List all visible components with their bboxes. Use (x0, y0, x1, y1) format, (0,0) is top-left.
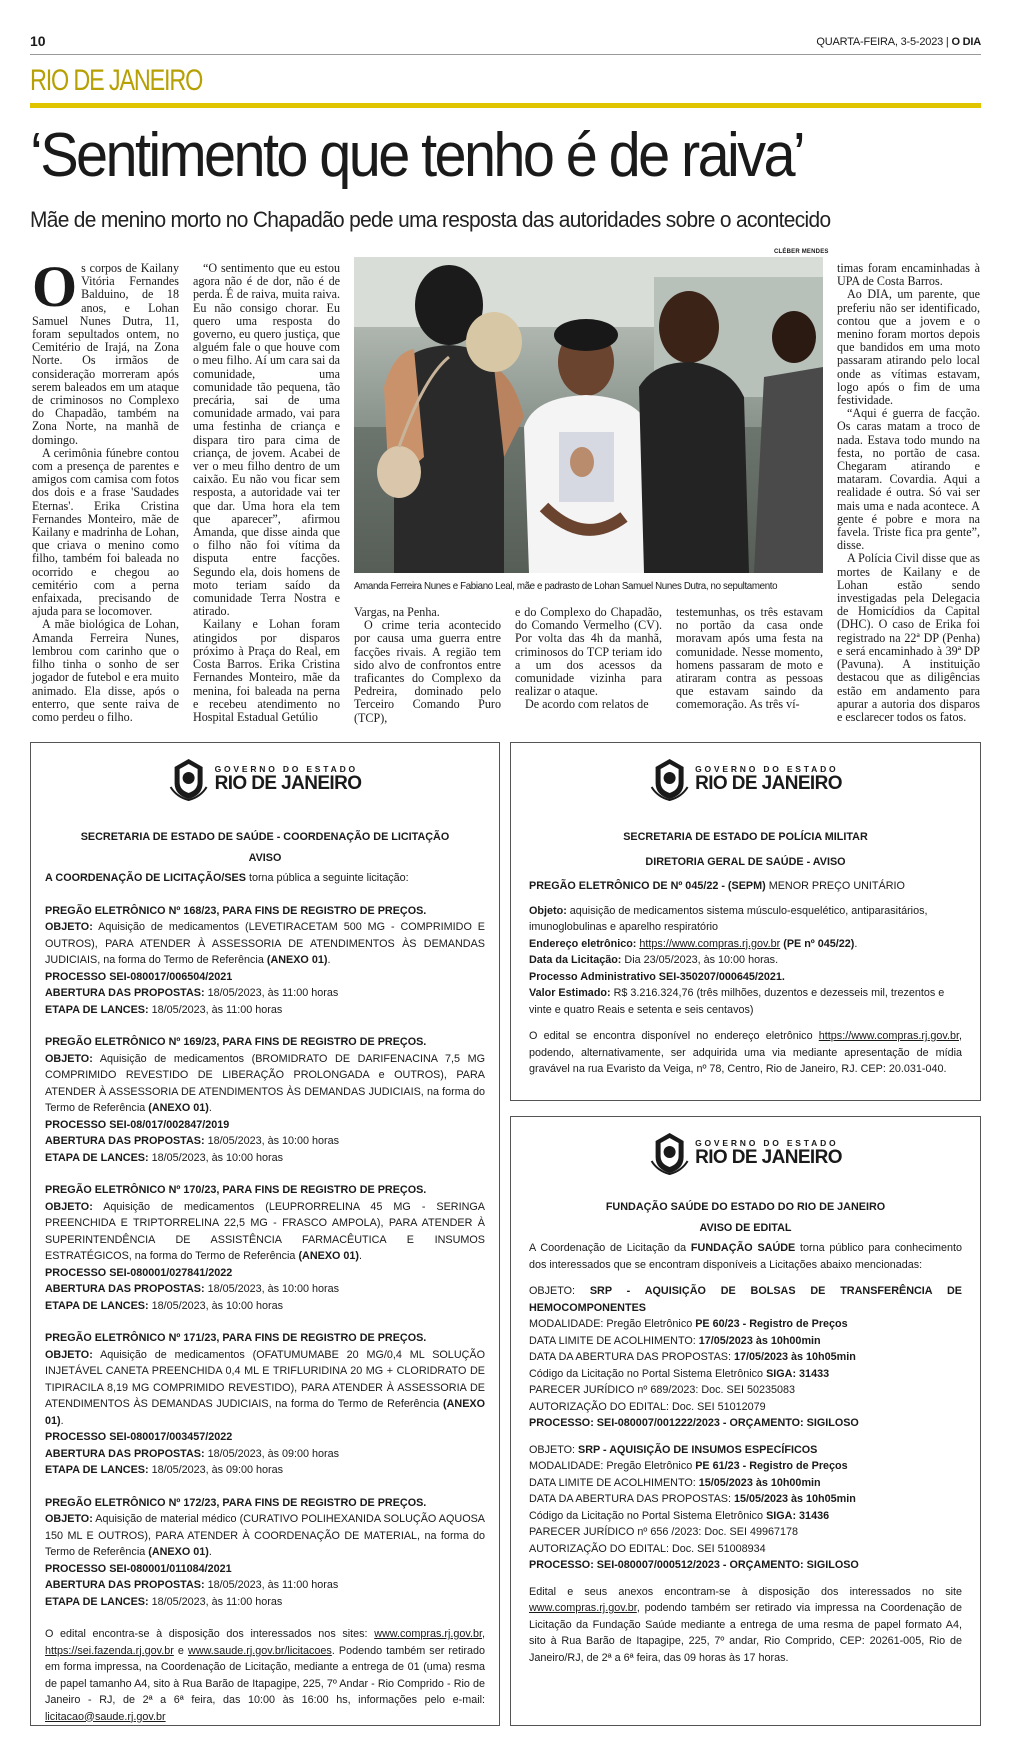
tender-process: PROCESSO SEI-080001/011084/2021 (45, 1562, 232, 1575)
tender-opening (45, 1446, 485, 1463)
notice-subtitle: AVISO DE EDITAL (699, 1221, 792, 1234)
tender-bidding (45, 1298, 485, 1315)
parecer-label: PARECER JURÍDICO nº (529, 1384, 651, 1396)
tender-bidding (45, 1462, 485, 1479)
edital-autorizacao (529, 1541, 962, 1558)
processo-text: SEI-080007/000512/2023 - ORÇAMENTO: SIGILOSO (596, 1559, 859, 1571)
objeto-text: Aquisição de medicamentos (OFATUMUMABE 20 MG/0,4 ML SOLUÇÃO INJETÁVEL CANETA PREENCHIDA 0,4 ML E TRIFLURIDINA 20 MG + CLORIDRATO DE TIPIRACILA 8,19 MG COMPRIMIDO REVESTIDO), PARA ATENDER À ASSESSORIA DE ATENDIMENTOS ÀS DEMANDAS JUDICIAIS, na forma do Termo de Referência (45, 1348, 486, 1410)
notice-policia-militar (510, 742, 981, 1101)
article-paragraph: testemunhas, os três estavam no portão da casa onde moravam após uma festa na comunidade. Nesse momento, homens passaram de moto e atiraram contra as pessoas que estavam saindo da comemoração. As três ví- (676, 605, 823, 712)
article-paragraph: “O sentimento que eu estou agora não é de dor, não é de perda. É de raiva, muita raiva. Eu não consigo chorar. Eu quero uma resposta do governo, eu quero justiça, que alguém fale o que houve com o meu filho. Aí um cara sai da comunidade, uma comunidade tão pequena, tão precária, sai de uma comunidade armado, vai para uma festinha de criança e dispara tiro para cima de criança, de jovem. Acabei de ver o meu filho dentro de um caixão. Eu não vou ficar sem resposta, a autoridade vai ter que dar. Uma hora ela tem que aparecer”, afirmou Amanda, que disse ainda que o filho não foi vítima da disputa entre facções. Segundo ela, dois homens de moto teriam saído da comunidade Terra Nostra e atirado. (193, 261, 340, 619)
logo-small-text: GOVERNO DO ESTADO (695, 764, 839, 774)
government-logo (169, 757, 362, 801)
objeto-text: SRP - AQUISIÇÃO DE BOLSAS DE TRANSFERÊNCIA DE HEMOCOMPONENTES (529, 1285, 963, 1314)
etapa-date: 18/05/2023, às 09:00 horas (151, 1464, 284, 1476)
modalidade-label: MODALIDADE: Pregão Eletrônico (529, 1460, 696, 1472)
tender-bidding (45, 1594, 485, 1611)
abertura-date: 18/05/2023, às 10:00 horas (207, 1135, 340, 1147)
page-number: 10 (30, 33, 46, 49)
tender-object: OBJETO: Aquisição de medicamentos (OFATUMUMABE 20 MG/0,4 ML SOLUÇÃO INJETÁVEL CANETA PREENCHIDA 0,4 ML E TRIFLURIDINA 20 MG + CLORIDRATO DE TIPIRACILA 8,19 MG COMPRIMIDO REVESTIDO), PARA ATENDER À ASSESSORIA DE ATENDIMENTOS ÀS DEMANDAS JUDICIAIS, na forma do Termo de Referência (ANEXO 01). (45, 1348, 486, 1427)
dateline (816, 36, 981, 48)
end-dot: . (854, 937, 858, 950)
codigo-label: Código da Licitação no Portal Sistema Eletrônico (529, 1509, 767, 1522)
photo-credit: CLÉBER MENDES (774, 249, 829, 255)
endereco-label: Endereço eletrônico: (529, 937, 637, 950)
tender-opening (45, 1281, 485, 1298)
footer-text-2: , podendo, alternativamente, ser adquirida uma via mediante apresentação de mídia gravável na rua Evaristo da Veiga, nº 78, Centro, Rio de Janeiro, RJ. CEP: 20.031-040. (529, 1030, 962, 1075)
intro-bold: FUNDAÇÃO SAÚDE (690, 1242, 796, 1254)
article-paragraph: Kailany e Lohan foram atingidos por disparos próximo à Praça do Real, em Costa Barros. Erika Cristina Fernandes Monteiro, mãe da menina, foi baleada na perna e recebeu atendimento no Hospital Estadual Getúlio (193, 617, 340, 724)
tender-opening (45, 1577, 485, 1594)
paragraph-text: s corpos de Kailany Vitória Fernandes Balduino, de 18 anos, e Lohan Samuel Nunes Dutra, 11, foram sepultados ontem, no Cemitério de Irajá, na Zona Norte. Os irmãos de consideração morreram após serem baleados em um ataque de criminosos no Complexo do Chapadão, também na Zona Norte, na manhã de domingo. (32, 261, 179, 447)
etapa-label: ETAPA DE LANCES: (45, 1299, 149, 1312)
edital-autorizacao (529, 1399, 962, 1416)
pregao-bold: PREGÃO ELETRÔNICO DE Nº 045/22 - (SEPM) (529, 880, 766, 892)
objeto-label: OBJETO: (529, 1285, 590, 1297)
objeto-label: OBJETO: (45, 1200, 93, 1213)
edital-item (529, 1442, 962, 1584)
intro-text-2: torna público para conhecimento dos interessados que se encontram disponíveis a Licitações abaixo mencionadas: (529, 1242, 962, 1271)
footer-text-2: , podendo também ser retirado via impressa na Coordenação de Licitação da Fundação Saúde mediante a entrega de uma resma de papel formato A4, sito à Rua Barão de Itapagipe, 225, 7º andar, Rio Comprido, CEP: 20261-005, Rio de Janeiro/RJ, de 2ª a 6ª feira, das 09 horas às 17 horas. (529, 1602, 962, 1664)
article-column-3 (354, 606, 501, 725)
notice-aviso: AVISO (248, 851, 282, 864)
edital-limite (529, 1475, 962, 1492)
tender-bidding (45, 1002, 485, 1019)
tender-item (45, 1182, 485, 1330)
logo-big-text: RIO DE JANEIRO (214, 773, 362, 794)
footer-text: O edital encontra-se à disposição dos interessados nos sites: (45, 1628, 375, 1640)
edital-object (529, 1283, 962, 1316)
edital-item (529, 1283, 962, 1442)
edital-processo (529, 1415, 962, 1432)
objeto-label: OBJETO: (45, 1052, 93, 1065)
siga-code: SIGA: 31436 (766, 1509, 830, 1522)
notice-intro (45, 870, 485, 887)
tender-item (45, 1034, 485, 1182)
objeto-label: OBJETO: (45, 1513, 93, 1525)
footer-text: O edital se encontra disponível no endereço eletrônico (529, 1030, 819, 1042)
tender-object: OBJETO: Aquisição de medicamentos (BROMIDRATO DE DARIFENACINA 7,5 MG COMPRIMIDO REVESTIDO DE LIBERAÇÃO PROLONGADA e OUTROS), PARA ATENDER À ASSESSORIA DE ATENDIMENTOS ÀS DEMANDAS JUDICIAIS, na forma do Termo de Referência (ANEXO 01). (45, 1052, 485, 1114)
logo-small-text: GOVERNO DO ESTADO (214, 764, 358, 774)
brand: O DIA (951, 36, 981, 48)
limite-date: 17/05/2023 às 10h00min (698, 1334, 821, 1347)
footer-text-2: . Podendo também ser retirado em forma impressa, na Coordenação de Licitação, mediante a entrega de 01 (uma) resma de papel tamanho A4, sito à Rua Barão de Itapagipe, 225, 7º Andar - Rio Comprido - Rio de Janeiro - RJ, de 2ª a 6ª feira, das 10:00 às 16:00 hs, informações pelo e-mail: (45, 1644, 485, 1706)
edital-abertura (529, 1491, 962, 1508)
modalidade-text: PE 61/23 - Registro de Preços (695, 1460, 848, 1472)
notice-intro (529, 1240, 962, 1273)
drop-cap: O (32, 254, 78, 319)
coat-of-arms-icon (649, 1131, 689, 1175)
edital-codigo (529, 1366, 962, 1383)
parecer-text: 656 /2023: Doc. SEI 49967178 (650, 1526, 798, 1538)
notice-title: SECRETARIA DE ESTADO DE POLÍCIA MILITAR (623, 831, 868, 843)
objeto-text: SRP - AQUISIÇÃO DE INSUMOS ESPECÍFICOS (578, 1443, 818, 1456)
modalidade-label: MODALIDADE: Pregão Eletrônico (529, 1318, 696, 1330)
valor-line (529, 985, 962, 1018)
article-paragraph: Vargas, na Penha. (354, 605, 440, 619)
objeto-text: Aquisição de medicamentos (LEVETIRACETAM 500 MG - COMPRIMIDO E OUTROS), PARA ATENDER À ASSESSORIA DE ATENDIMENTOS ÀS DEMANDAS JUDICIAIS, na forma do Termo de Referência (45, 921, 485, 966)
autorizacao-text: 51012079 (717, 1400, 766, 1413)
abertura-label: ABERTURA DAS PROPOSTAS: (45, 1447, 205, 1460)
compras-link[interactable]: https://www.compras.rj.gov.br (818, 1030, 959, 1042)
etapa-label: ETAPA DE LANCES: (45, 1003, 149, 1016)
tender-item (45, 1330, 485, 1495)
notice-footer (529, 1584, 962, 1667)
top-rule (30, 54, 981, 55)
photo-caption: Amanda Ferreira Nunes e Fabiano Leal, mãe e padrasto de Lohan Samuel Nunes Dutra, no sepultamento (354, 580, 778, 592)
objeto-text: Aquisição de medicamentos (BROMIDRATO DE DARIFENACINA 7,5 MG COMPRIMIDO REVESTIDO DE LIBERAÇÃO PROLONGADA e OUTROS), PARA ATENDER À ASSESSORIA DE ATENDIMENTOS ÀS DEMANDAS JUDICIAIS, na forma do Termo de Referência (45, 1052, 485, 1114)
abertura-date: 17/05/2023 às 10h05min (734, 1351, 856, 1363)
modalidade-text: PE 60/23 - Registro de Preços (695, 1318, 848, 1330)
notice-footer (529, 1028, 962, 1078)
valor-label: Valor Estimado: (529, 987, 611, 999)
tender-process: PROCESSO SEI-08/017/002847/2019 (45, 1118, 230, 1131)
abertura-label: ABERTURA DAS PROPOSTAS: (45, 1135, 205, 1147)
tender-opening (45, 1133, 485, 1150)
sei-link[interactable]: https://sei.fazenda.rj.gov.br (45, 1644, 174, 1657)
article-column-1 (32, 254, 179, 724)
tender-process: PROCESSO SEI-080017/003457/2022 (45, 1431, 233, 1443)
notice-title: FUNDAÇÃO SAÚDE DO ESTADO DO RIO DE JANEIRO (605, 1201, 886, 1213)
article-paragraph: A Polícia Civil disse que as mortes de Kailany e de Lohan estão sendo investigadas pela Delegacia de Homicídios da Capital (DHC). O caso de Erika foi registrado na 22ª DP (Penha) e será encaminhado à 39ª DP (Pavuna). A instituição destacou que as diligências estão em andamento para apurar a autoria dos disparos e esclarecer todos os fatos. (837, 551, 980, 724)
article-column-2 (193, 262, 340, 724)
separator: | (945, 36, 949, 48)
logo-small-text: GOVERNO DO ESTADO (695, 1138, 839, 1148)
tender-title: PREGÃO ELETRÔNICO Nº 169/23, PARA FINS DE REGISTRO DE PREÇOS. (45, 1036, 427, 1048)
anexo-label: (ANEXO 01) (45, 1398, 485, 1427)
footer-text: Edital e seus anexos encontram-se à disposição dos interessados no site (529, 1585, 962, 1598)
etapa-date: 18/05/2023, às 10:00 horas (151, 1151, 284, 1164)
parecer-label: PARECER JURÍDICO nº (529, 1526, 651, 1538)
codigo-label: Código da Licitação no Portal Sistema Eletrônico (529, 1367, 767, 1380)
etapa-label: ETAPA DE LANCES: (45, 1151, 149, 1164)
notice-title: SECRETARIA DE ESTADO DE SAÚDE - COORDENAÇÃO DE LICITAÇÃO (80, 831, 450, 843)
footer-and: e (173, 1644, 189, 1657)
objeto-label: OBJETO: (45, 1348, 93, 1361)
data-line (529, 952, 962, 969)
pe-number: (PE nº 045/22) (780, 937, 855, 950)
article-paragraph: A cerimônia fúnebre contou com a presença de parentes e amigos com camisa com fotos dos dois e a frase 'Saudades Eternas'. Erika Cristina Fernandes Monteiro, mãe de Kailany e madrinha de Lohan, que criava o menino como filho, também foi baleada no ocorrido e chegou ao cemitério com a perna enfaixada, precisando de ajuda para se locomover. (32, 445, 179, 619)
tender-title: PREGÃO ELETRÔNICO Nº 171/23, PARA FINS DE REGISTRO DE PREÇOS. (45, 1332, 427, 1344)
etapa-date: 18/05/2023, às 11:00 horas (151, 1003, 283, 1016)
etapa-date: 18/05/2023, às 10:00 horas (151, 1299, 284, 1312)
limite-date: 15/05/2023 às 10h00min (698, 1476, 821, 1489)
section-bar (30, 103, 981, 108)
tender-item (45, 1495, 485, 1627)
edital-parecer (529, 1524, 962, 1541)
tender-list (45, 903, 485, 1627)
edital-limite (529, 1333, 962, 1350)
processo-label: PROCESSO: (529, 1559, 597, 1571)
intro-bold: A COORDENAÇÃO DE LICITAÇÃO/SES (45, 872, 246, 884)
autorizacao-label: AUTORIZAÇÃO DO EDITAL: Doc. SEI (529, 1542, 718, 1555)
objeto-text: aquisição de medicamentos sistema músculo-esquelético, antiparasitários, imunoglobulinas e aparelho respiratório (529, 904, 928, 933)
tender-process: PROCESSO SEI-080001/027841/2022 (45, 1266, 233, 1279)
tender-title: PREGÃO ELETRÔNICO Nº 168/23, PARA FINS DE REGISTRO DE PREÇOS. (45, 904, 427, 917)
tender-title: PREGÃO ELETRÔNICO Nº 170/23, PARA FINS DE REGISTRO DE PREÇOS. (45, 1184, 427, 1196)
abertura-date: 18/05/2023, às 10:00 horas (207, 1283, 340, 1295)
tender-object: OBJETO: Aquisição de medicamentos (LEVETIRACETAM 500 MG - COMPRIMIDO E OUTROS), PARA ATENDER À ASSESSORIA DE ATENDIMENTOS ÀS DEMANDAS JUDICIAIS, na forma do Termo de Referência (ANEXO 01). (45, 921, 485, 966)
funeral-photo-illustration (354, 257, 823, 573)
valor-text: R$ 3.216.324,76 (três milhões, duzentos e dezesseis mil, trezentos e vinte e quatro Reais e setenta e seis centavos) (529, 987, 945, 1016)
autorizacao-label: AUTORIZAÇÃO DO EDITAL: Doc. SEI (529, 1400, 718, 1413)
email-link[interactable]: licitacao@saude.rj.gov.br (45, 1710, 166, 1723)
government-logo (649, 1131, 842, 1175)
compras-link[interactable]: https://www.compras.rj.gov.br (639, 937, 781, 950)
siga-code: SIGA: 31433 (766, 1367, 830, 1380)
limite-label: DATA LIMITE DE ACOLHIMENTO: (529, 1476, 699, 1489)
compras-link[interactable]: www.compras.rj.gov.br (529, 1602, 637, 1614)
article-paragraph: De acordo com relatos de (525, 697, 649, 712)
article-photo (354, 257, 823, 573)
anexo-label: (ANEXO 01) (298, 1250, 360, 1262)
edital-processo (529, 1557, 962, 1574)
article-paragraph: A mãe biológica de Lohan, Amanda Ferreira Nunes, lembrou com carinho que o filho tinha o sonho de ser jogador de futebol e era muito animado. Ela disse, após o enterro, que sente raiva de como perdeu o filho. (32, 617, 179, 724)
article-paragraph: Ao DIA, um parente, que preferiu não ser identificado, contou que a jovem e o menino foram mortos depois que bandidos em uma moto passaram atirando pelo local onde as vítimas estavam, logo após o fim de uma festividade. (837, 287, 980, 408)
autorizacao-text: 51008934 (717, 1542, 766, 1555)
parecer-text: 689/2023: Doc. SEI 50235083 (650, 1384, 796, 1396)
logo-big-text: RIO DE JANEIRO (695, 773, 842, 794)
abertura-label: ABERTURA DAS PROPOSTAS: (45, 1283, 205, 1295)
anexo-label: (ANEXO 01) (148, 1546, 209, 1558)
government-logo (649, 757, 842, 801)
edital-list (529, 1283, 962, 1584)
tender-object: OBJETO: Aquisição de material médico (CURATIVO POLIHEXANIDA SOLUÇÃO AQUOSA 150 ML E OUTROS), PARA ATENDER À COORDENAÇÃO DE MATERIAL, na forma do Termo de Referência (ANEXO 01). (45, 1513, 486, 1558)
date: QUARTA-FEIRA, 3-5-2023 (816, 36, 944, 48)
edital-modalidade (529, 1316, 962, 1333)
edital-modalidade (529, 1458, 962, 1475)
headline: ‘Sentimento que tenho é de raiva’ (30, 121, 804, 190)
intro-text: A Coordenação de Licitação da (529, 1242, 691, 1254)
etapa-label: ETAPA DE LANCES: (45, 1464, 149, 1476)
abertura-label: ABERTURA DAS PROPOSTAS: (45, 987, 205, 999)
data-label: Data da Licitação: (529, 954, 622, 966)
compras-link[interactable]: www.compras.rj.gov.br (374, 1628, 482, 1640)
abertura-date: 18/05/2023, às 11:00 horas (207, 987, 339, 999)
objeto-label: OBJETO: (529, 1443, 578, 1456)
article-column-4 (515, 606, 662, 712)
edital-parecer (529, 1382, 962, 1399)
footer-comma: , (482, 1628, 485, 1640)
article-column-5 (676, 606, 823, 712)
article-paragraph: timas foram encaminhadas à UPA de Costa Barros. (837, 261, 980, 289)
article-paragraph (32, 254, 179, 447)
objeto-label: Objeto: (529, 904, 567, 917)
objeto-text: Aquisição de medicamentos (LEUPRORRELINA 45 MG - SERINGA PREENCHIDA E TRIPTORRELINA 22,5 MG - FRASCO AMPOLA), PARA ATENDER À SUPERINTENDÊNCIA DE ASSISTÊNCIA FARMACÊUTICA E INSUMOS ESTRATÉGICOS, na forma do Termo de Referência (45, 1200, 486, 1262)
notice-ses-licitacao (30, 742, 500, 1726)
endereco-line (529, 936, 962, 953)
processo-label: PROCESSO: (529, 1417, 597, 1429)
anexo-label: (ANEXO 01) (266, 954, 328, 966)
tender-item (45, 903, 485, 1035)
objeto-label: OBJETO: (45, 921, 93, 933)
pregao-text: MENOR PREÇO UNITÁRIO (765, 880, 905, 892)
tender-bidding (45, 1150, 485, 1167)
objeto-text: Aquisição de material médico (CURATIVO POLIHEXANIDA SOLUÇÃO AQUOSA 150 ML E OUTROS), PARA ATENDER À COORDENAÇÃO DE MATERIAL, na forma do Termo de Referência (45, 1513, 486, 1558)
article-paragraph: O crime teria acontecido por causa uma guerra entre facções rivais. A região tem sido alvo de confrontos entre traficantes do Complexo da Pedreira, dominado pelo Terceiro Comando Puro (TCP), (354, 618, 501, 725)
abertura-date: 18/05/2023, às 09:00 horas (207, 1447, 340, 1460)
coat-of-arms-icon (169, 757, 209, 801)
etapa-label: ETAPA DE LANCES: (45, 1595, 149, 1608)
edital-abertura (529, 1349, 962, 1366)
abertura-date: 15/05/2023 às 10h05min (734, 1493, 856, 1505)
processo-line: Processo Administrativo SEI-350207/000645/2021. (529, 970, 785, 983)
notice-fundacao-saude (510, 1116, 981, 1726)
subheadline: Mãe de menino morto no Chapadão pede uma resposta das autoridades sobre o acontecido (30, 207, 831, 232)
article-column-6 (837, 262, 980, 724)
tender-process: PROCESSO SEI-080017/006504/2021 (45, 970, 233, 983)
anexo-label: (ANEXO 01) (148, 1102, 209, 1114)
abertura-date: 18/05/2023, às 11:00 horas (207, 1579, 339, 1591)
saude-link[interactable]: www.saude.rj.gov.br/licitacoes (188, 1644, 332, 1657)
data-text: Dia 23/05/2023, às 10:00 horas. (621, 954, 779, 966)
intro-text: torna pública a seguinte licitação: (245, 872, 409, 884)
section-title: RIO DE JANEIRO (30, 64, 203, 97)
abertura-label: ABERTURA DAS PROPOSTAS: (45, 1579, 205, 1591)
notice-subtitle: DIRETORIA GERAL DE SAÚDE - AVISO (645, 855, 846, 868)
objeto-line (529, 903, 962, 936)
edital-codigo (529, 1508, 962, 1525)
article-paragraph: e do Complexo do Chapadão, do Comando Vermelho (CV). Por volta das 4h da manhã, criminosos do TCP teriam ido a um dos acessos da comunidade vizinha para realizar o ataque. (515, 605, 662, 699)
abertura-label: DATA DA ABERTURA DAS PROPOSTAS: (529, 1493, 734, 1505)
edital-object (529, 1442, 962, 1459)
etapa-date: 18/05/2023, às 11:00 horas (151, 1595, 283, 1608)
limite-label: DATA LIMITE DE ACOLHIMENTO: (529, 1334, 699, 1347)
processo-text: SEI-080007/001222/2023 - ORÇAMENTO: SIGILOSO (596, 1417, 859, 1429)
logo-big-text: RIO DE JANEIRO (695, 1147, 842, 1168)
tender-opening (45, 985, 485, 1002)
notice-footer (45, 1626, 485, 1725)
coat-of-arms-icon (649, 757, 689, 801)
article-paragraph: “Aqui é guerra de facção. Os caras matam a troco de nada. Estava todo mundo na festa, no portão de casa. Chegaram atirando e mataram. Covardia. Aqui a realidade é outra. Só vai ser mais uma e nada acontece. A gente é pobre e mora na favela. Triste fica pra gente”, disse. (837, 406, 980, 553)
pregao-line (529, 878, 962, 895)
tender-title: PREGÃO ELETRÔNICO Nº 172/23, PARA FINS DE REGISTRO DE PREÇOS. (45, 1496, 427, 1509)
abertura-label: DATA DA ABERTURA DAS PROPOSTAS: (529, 1351, 734, 1363)
tender-object: OBJETO: Aquisição de medicamentos (LEUPRORRELINA 45 MG - SERINGA PREENCHIDA E TRIPTORRELINA 22,5 MG - FRASCO AMPOLA), PARA ATENDER À SUPERINTENDÊNCIA DE ASSISTÊNCIA FARMACÊUTICA E INSUMOS ESTRATÉGICOS, na forma do Termo de Referência (ANEXO 01). (45, 1200, 486, 1262)
